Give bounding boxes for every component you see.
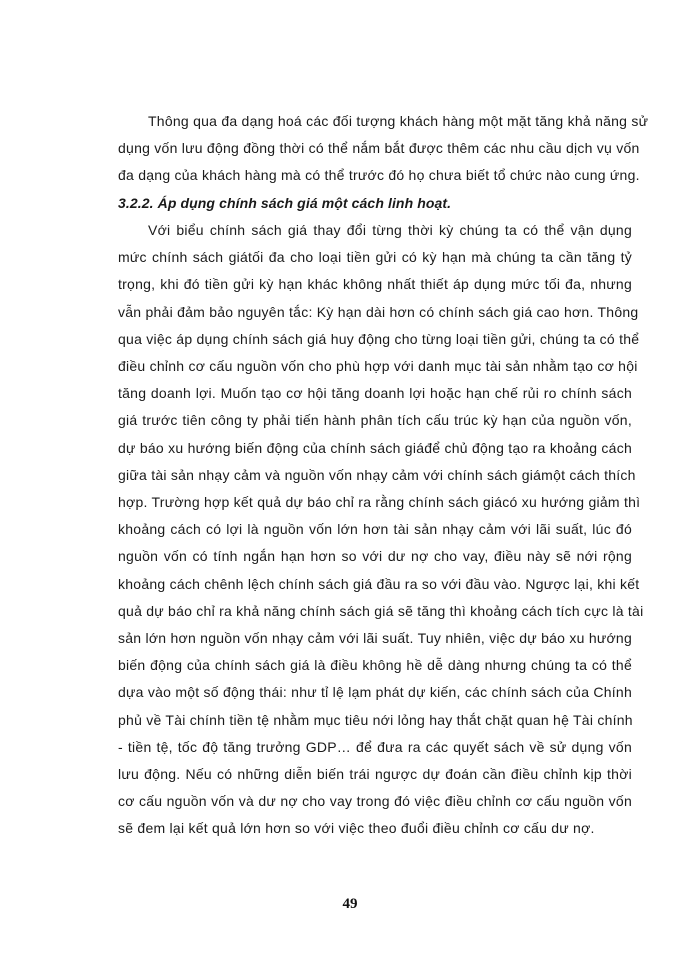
paragraph-line: khoảng cách chênh lệch chính sách giá đầu ra so với đầu vào. Ngược lại, khi kết	[118, 575, 640, 592]
paragraph-line: vẫn phải đảm bảo nguyên tắc: Kỳ hạn dài hơn có chính sách giá cao hơn. Thông	[118, 303, 639, 320]
paragraph-line: sẽ đem lại kết quả lớn hơn so với việc theo đuổi điều chỉnh cơ cấu dư nợ.	[118, 820, 595, 837]
paragraph-line: cơ cấu nguồn vốn và dư nợ cho vay trong đó việc điều chỉnh cơ cấu nguồn vốn	[118, 793, 632, 810]
paragraph-line: biến động của chính sách giá là điều không hề dễ dàng nhưng chúng ta có thể	[118, 657, 632, 674]
paragraph-line: sản lớn hơn nguồn vốn nhạy cảm với lãi suất. Tuy nhiên, việc dự báo xu hướng	[118, 630, 632, 647]
page-number: 49	[342, 896, 358, 912]
paragraph-line: khoảng cách có lợi là nguồn vốn lớn hơn tài sản nhạy cảm với lãi suất, lúc đó	[118, 521, 632, 538]
paragraph-line: giá trước tiên công ty phải tiến hành phân tích cấu trúc kỳ hạn của nguồn vốn,	[118, 412, 632, 429]
paragraph-price-policy	[118, 217, 644, 843]
paragraph-line: tăng doanh lợi. Muốn tạo cơ hội tăng doanh lợi hoặc hạn chế rủi ro chính sách	[118, 385, 632, 402]
paragraph-line: Thông qua đa dạng hoá các đối tượng khách hàng một mặt tăng khả năng sử	[148, 113, 649, 129]
paragraph-line: dựa vào một số động thái: như tỉ lệ lạm phát dự kiến, các chính sách của Chính	[118, 684, 632, 701]
paragraph-line: dụng vốn lưu động đồng thời có thể nắm bắt được thêm các nhu cầu dịch vụ vốn	[118, 140, 640, 157]
paragraph-line: - tiền tệ, tốc độ tăng trưởng GDP… để đưa ra các quyết sách về sử dụng vốn	[118, 738, 632, 755]
paragraph-line: qua việc áp dụng chính sách giá huy động cho từng loại tiền gửi, chúng ta có thể	[118, 330, 640, 347]
paragraph-line: dự báo xu hướng biến động của chính sách giáđể chủ động tạo ra khoảng cách	[118, 439, 632, 456]
paragraph-line: Với biểu chính sách giá thay đổi từng thời kỳ chúng ta có thể vận dụng	[148, 222, 632, 238]
paragraph-line: đa dạng của khách hàng mà có thể trước đó họ chưa biết tổ chức nào cung ứng.	[118, 167, 640, 184]
paragraph-line: nguồn vốn có tính ngắn hạn hơn so với dư nợ cho vay, điều này sẽ nới rộng	[118, 548, 632, 565]
paragraph-line: hợp. Trường hợp kết quả dự báo chỉ ra rằng chính sách giácó xu hướng giảm thì	[118, 494, 641, 511]
paragraph-line: mức chính sách giátối đa cho loại tiền gửi có kỳ hạn mà chúng ta cần tăng tỷ	[118, 249, 632, 266]
paragraph-diversify-customers	[118, 108, 649, 190]
paragraph-line: giữa tài sản nhạy cảm và nguồn vốn nhạy cảm với chính sách giámột cách thích	[118, 466, 636, 483]
section-heading: 3.2.2. Áp dụng chính sách giá một cách linh hoạt.	[118, 195, 452, 211]
paragraph-line: lưu động. Nếu có những diễn biến trái ngược dự đoán cần điều chỉnh kịp thời	[118, 766, 632, 783]
paragraph-line: phủ về Tài chính tiền tệ nhằm mục tiêu nới lỏng hay thắt chặt quan hệ Tài chính	[118, 711, 633, 728]
paragraph-line: điều chỉnh cơ cấu nguồn vốn cho phù hợp với danh mục tài sản nhằm tạo cơ hội	[118, 358, 638, 375]
paragraph-line: trọng, khi đó tiền gửi kỳ hạn khác không nhất thiết áp dụng mức tối đa, nhưng	[118, 276, 632, 293]
paragraph-line: quả dự báo chỉ ra khả năng chính sách giá sẽ tăng thì khoảng cách tích cực là tài	[118, 602, 644, 619]
